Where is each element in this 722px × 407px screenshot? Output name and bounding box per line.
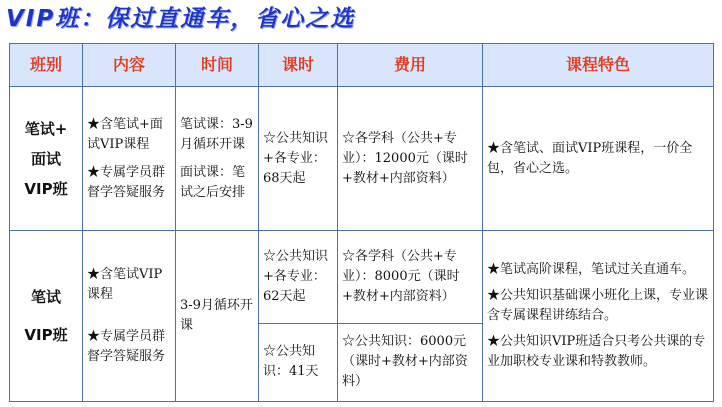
content-item: ★含笔试+面试VIP课程	[87, 116, 163, 152]
class-name-line: VIP班	[24, 326, 68, 345]
time-item: 笔试课：3-9月循环开课	[180, 116, 253, 152]
content-cell	[83, 87, 176, 231]
header-hours: 课时	[259, 44, 338, 87]
header-time: 时间	[176, 44, 259, 87]
table-row	[10, 87, 714, 231]
content-cell	[83, 231, 176, 402]
class-name-line: VIP班	[24, 179, 68, 198]
header-content: 内容	[83, 44, 176, 87]
feature-item: ★公共知识VIP班适合只考公共课的专业加职校专业课和特教教师。	[487, 334, 706, 370]
content-item: ★专属学员群督学答疑服务	[87, 164, 166, 200]
feature-item: ★笔试高阶课程，笔试过关直通车。	[487, 262, 696, 278]
hours-cell: ☆公共知识：41天	[259, 323, 338, 401]
fee-cell: ☆各学科（公共+专业）：8000元（课时+教材+内部资料）	[338, 231, 483, 323]
vip-class-table	[9, 43, 714, 402]
features-cell	[483, 87, 714, 231]
class-name-cell	[10, 87, 83, 231]
content-item: ★专属学员群督学答疑服务	[87, 329, 166, 365]
class-name-line: 笔试	[30, 288, 61, 307]
page-title: VIP班：保过直通车，省心之选	[6, 6, 356, 32]
class-name-line: 笔试+	[24, 119, 68, 138]
table-header-row	[10, 44, 714, 87]
feature-item: ★含笔试、面试VIP班课程，一价全包，省心之选。	[487, 140, 693, 176]
time-item: 面试课：笔试之后安排	[180, 164, 246, 200]
class-name-line: 面试	[30, 149, 61, 168]
fee-cell: ☆公共知识：6000元（课时+教材+内部资料）	[338, 323, 483, 401]
fee-cell: ☆各学科（公共+专业）：12000元（课时+教材+内部资料）	[338, 87, 483, 231]
class-name-cell	[10, 231, 83, 402]
features-cell	[483, 231, 714, 402]
header-class: 班别	[10, 44, 83, 87]
table-row	[10, 231, 714, 323]
feature-item: ★公共知识基础课小班化上课，专业课含专属课程讲练结合。	[487, 288, 709, 324]
header-fee: 费用	[338, 44, 483, 87]
content-item: ★含笔试VIP课程	[87, 267, 163, 303]
time-cell	[176, 87, 259, 231]
hours-cell: ☆公共知识+各专业：62天起	[259, 231, 338, 323]
time-cell: 3-9月循环开课	[176, 231, 259, 402]
header-features: 课程特色	[483, 44, 714, 87]
hours-cell: ☆公共知识+各专业：68天起	[259, 87, 338, 231]
